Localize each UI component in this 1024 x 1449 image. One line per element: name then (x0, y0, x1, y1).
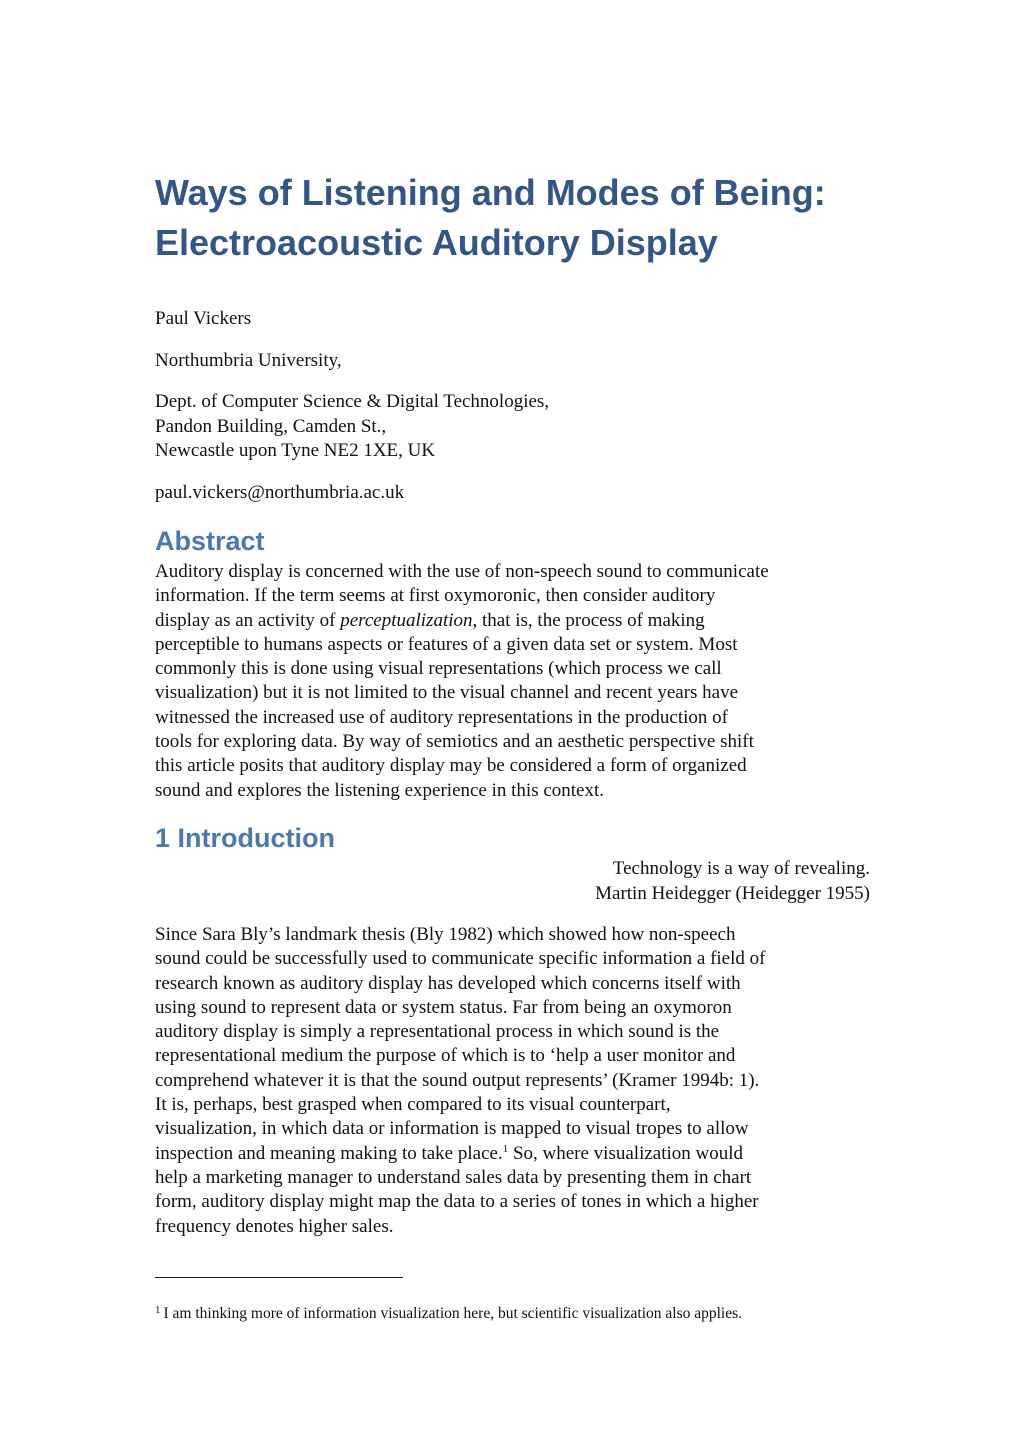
intro-line: Since Sara Bly’s landmark thesis (Bly 1982) which showed how non-speech (155, 924, 736, 945)
abstract-emphasis: perceptualization (340, 609, 473, 631)
epigraph (155, 857, 870, 906)
abstract-line: sound and explores the listening experience in this context. (155, 779, 605, 801)
author-department: Dept. of Computer Science & Digital Technologies, (155, 391, 550, 412)
author-address (155, 390, 870, 464)
abstract-heading: Abstract (155, 526, 265, 556)
intro-line-segment: inspection and meaning making to take place. (155, 1142, 503, 1164)
abstract-line: perceptible to humans aspects or features of a given data set or system. Most (155, 633, 738, 655)
author-building: Pandon Building, Camden St., (155, 415, 387, 437)
intro-line: comprehend whatever it is that the sound output represents’ (Kramer 1994b: 1). (155, 1069, 760, 1091)
intro-line: It is, perhaps, best grasped when compared to its visual counterpart, (155, 1094, 671, 1116)
abstract-line: Auditory display is concerned with the use of non-speech sound to communicate (155, 561, 769, 582)
intro-line: using sound to represent data or system status. Far from being an oxymoron (155, 996, 732, 1018)
footnote-text: I am thinking more of information visualization here, but scientific visualization also applies. (163, 1305, 743, 1322)
epigraph-attribution: Martin Heidegger (Heidegger 1955) (595, 882, 870, 904)
abstract-line: commonly this is done using visual representations (which process we call (155, 658, 722, 680)
intro-line: form, auditory display might map the data to a series of tones in which a higher (155, 1191, 759, 1213)
epigraph-quote: Technology is a way of revealing. (612, 858, 870, 879)
abstract-line: witnessed the increased use of auditory representations in the production of (155, 706, 728, 728)
abstract-paragraph (155, 560, 875, 803)
abstract-line: visualization) but it is not limited to the visual channel and recent years have (155, 682, 739, 704)
intro-line (155, 1142, 875, 1166)
footnote-marker: 1 (155, 1304, 161, 1316)
intro-line-segment: So, where visualization would (508, 1142, 744, 1164)
intro-line: representational medium the purpose of which is to ‘help a user monitor and (155, 1045, 736, 1067)
abstract-line: information. If the term seems at first oxymoronic, then consider auditory (155, 585, 716, 607)
footnote-reference[interactable]: 1 (502, 1142, 509, 1155)
footnote (155, 1304, 870, 1324)
paper-title (155, 168, 870, 268)
intro-line: sound could be successfully used to communicate specific information a field of (155, 948, 766, 970)
footnote-separator (155, 1277, 403, 1278)
abstract-line: this article posits that auditory display may be considered a form of organized (155, 755, 747, 777)
abstract-line (155, 609, 875, 633)
author-name: Paul Vickers (155, 308, 252, 329)
paper-title-line-1: Ways of Listening and Modes of Being: (155, 172, 826, 213)
author-email: paul.vickers@northumbria.ac.uk (155, 481, 405, 503)
intro-line: help a marketing manager to understand sales data by presenting them in chart (155, 1166, 752, 1188)
abstract-line-segment: display as an activity of (155, 609, 341, 631)
introduction-paragraph (155, 923, 875, 1239)
intro-line: frequency denotes higher sales. (155, 1215, 394, 1237)
author-block (155, 307, 870, 505)
abstract-line: tools for exploring data. By way of semiotics and an aesthetic perspective shift (155, 731, 754, 753)
intro-line: visualization, in which data or information is mapped to visual tropes to allow (155, 1118, 749, 1140)
author-city: Newcastle upon Tyne NE2 1XE, UK (155, 440, 436, 461)
paper-title-line-2: Electroacoustic Auditory Display (155, 222, 718, 263)
intro-line: auditory display is simply a representational process in which sound is the (155, 1021, 720, 1043)
introduction-heading: 1 Introduction (155, 823, 335, 853)
abstract-line-segment: , that is, the process of making (472, 609, 705, 631)
intro-line: research known as auditory display has developed which concerns itself with (155, 972, 741, 994)
author-university: Northumbria University, (155, 349, 342, 371)
